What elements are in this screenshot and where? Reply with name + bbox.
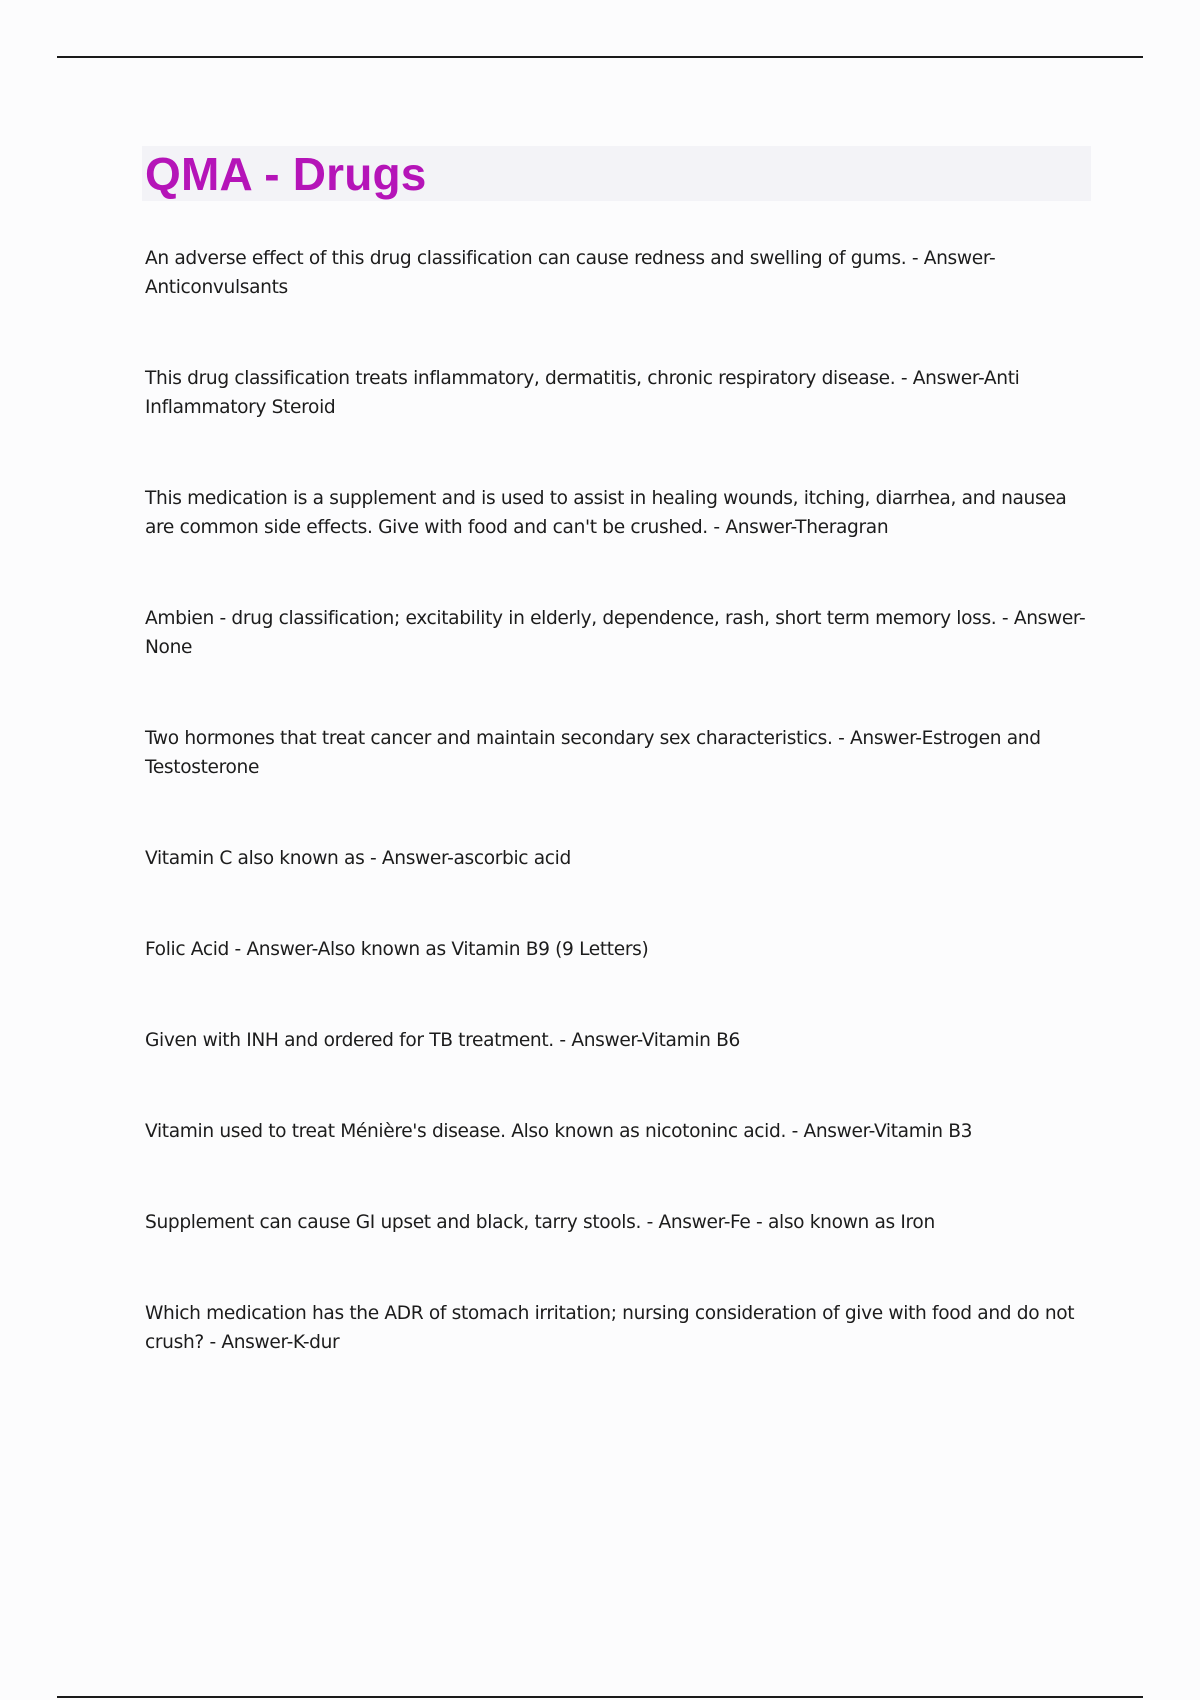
qa-item: Supplement can cause GI upset and black, tarry stools. - Answer-Fe - also known as Iron <box>145 1212 935 1233</box>
qa-item: Folic Acid - Answer-Also known as Vitamin B9 (9 Letters) <box>145 939 649 960</box>
bottom-rule <box>57 1696 1143 1698</box>
qa-item: Vitamin used to treat Ménière's disease. Also known as nicotoninc acid. - Answer-Vitamin B3 <box>145 1121 973 1142</box>
qa-item: Which medication has the ADR of stomach irritation; nursing consideration of give with food and do not crush? - Answer-K-dur <box>145 1303 1075 1353</box>
qa-item: Two hormones that treat cancer and maintain secondary sex characteristics. - Answer-Estrogen and Testosterone <box>145 728 1041 778</box>
qa-list <box>145 244 1095 1419</box>
qa-item: Vitamin C also known as - Answer-ascorbic acid <box>145 848 571 869</box>
page-title: QMA - Drugs <box>145 148 427 200</box>
qa-item: Given with INH and ordered for TB treatment. - Answer-Vitamin B6 <box>145 1030 741 1051</box>
top-rule <box>57 56 1143 58</box>
qa-item: This medication is a supplement and is used to assist in healing wounds, itching, diarrhea, and nausea are common side effects. Give with food and can't be crushed. - Answer-Theragran <box>145 488 1067 538</box>
qa-item: Ambien - drug classification; excitability in elderly, dependence, rash, short term memory loss. - Answer-None <box>145 608 1086 658</box>
qa-item: An adverse effect of this drug classification can cause redness and swelling of gums. - Answer-Anticonvulsants <box>145 248 996 298</box>
qa-item: This drug classification treats inflammatory, dermatitis, chronic respiratory disease. - Answer-Anti Inflammatory Steroid <box>145 368 1020 418</box>
